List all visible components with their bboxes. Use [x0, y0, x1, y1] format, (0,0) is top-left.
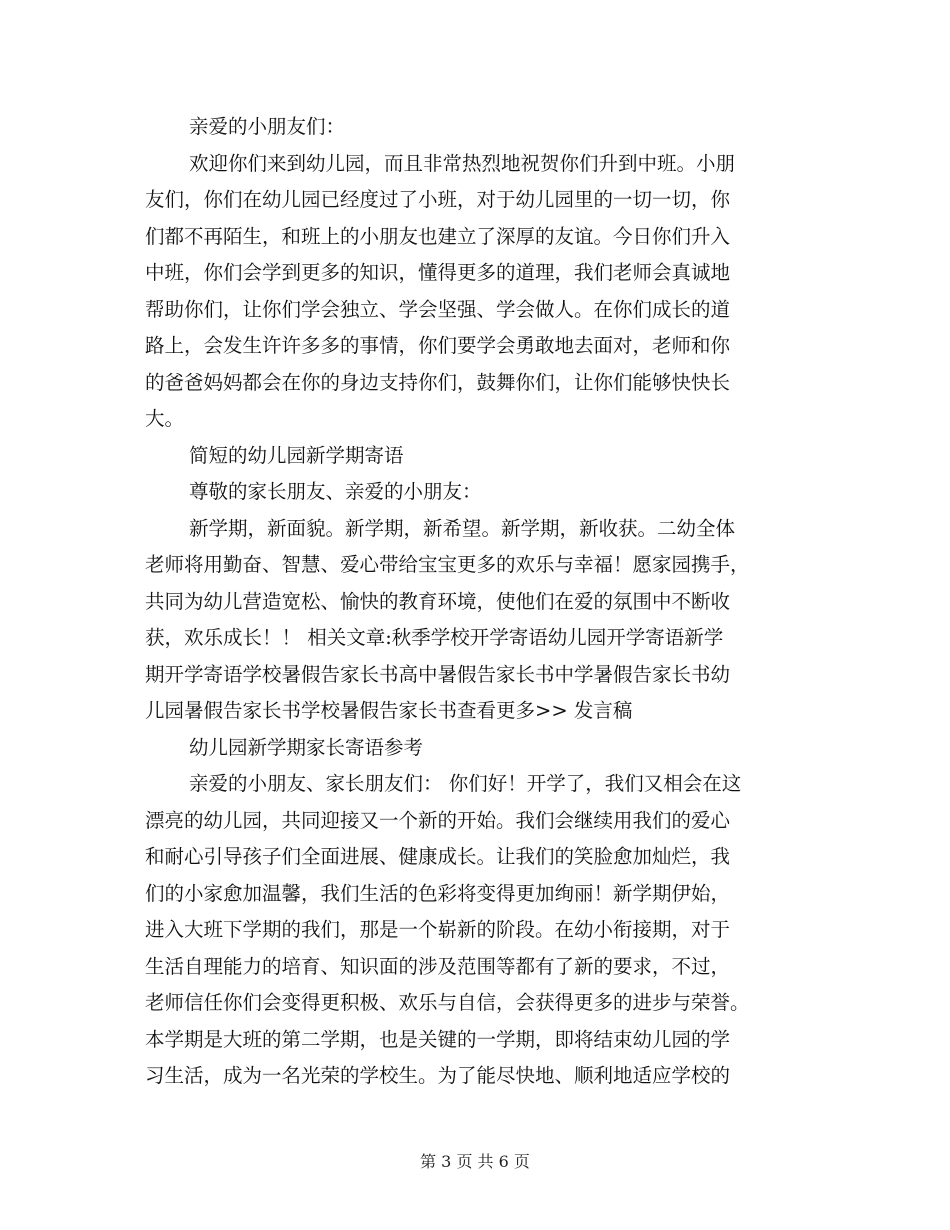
text-line: 帮助你们，让你们学会独立、学会坚强、学会做人。在你们成长的道 [145, 297, 731, 321]
text-line: 亲爱的小朋友、家长朋友们： 你们好！开学了，我们又相会在这 [189, 772, 742, 795]
text-line: 本学期是大班的第二学期，也是关键的一学期，即将结束幼儿园的学 [145, 1027, 731, 1051]
text-line: 和耐心引导孩子们全面进展、健康成长。让我们的笑脸愈加灿烂，我 [145, 845, 731, 868]
text-line: 新学期，新面貌。新学期，新希望。新学期，新收获。二幼全体 [189, 516, 736, 540]
text-line: 生活自理能力的培育、知识面的涉及范围等都有了新的要求，不过， [145, 954, 731, 978]
text-line: 漂亮的幼儿园，共同迎接又一个新的开始。我们会继续用我们的爱心 [145, 808, 731, 832]
text-line: 幼儿园新学期家长寄语参考 [189, 735, 424, 759]
text-line: 大。 [145, 407, 185, 430]
text-line: 获，欢乐成长！！ 相关文章:秋季学校开学寄语幼儿园开学寄语新学 [145, 626, 724, 649]
text-line: 简短的幼儿园新学期寄语 [189, 443, 404, 467]
text-line: 们的小家愈加温馨，我们生活的色彩将变得更加绚丽！新学期伊始， [145, 881, 731, 905]
page-footer: 第 3 页 共 6 页 [420, 1152, 530, 1171]
text-line: 儿园暑假告家长书学校暑假告家长书查看更多>> 发言稿 [145, 699, 633, 722]
document-body [145, 109, 810, 1095]
text-line: 尊敬的家长朋友、亲爱的小朋友： [189, 480, 482, 503]
text-line: 们都不再陌生，和班上的小朋友也建立了深厚的友谊。今日你们升入 [145, 224, 731, 248]
text-line: 进入大班下学期的我们，那是一个崭新的阶段。在幼小衔接期，对于 [145, 918, 731, 941]
text-line: 期开学寄语学校暑假告家长书高中暑假告家长书中学暑假告家长书幼 [145, 662, 731, 686]
text-line: 中班，你们会学到更多的知识，懂得更多的道理，我们老师会真诚地 [145, 261, 731, 284]
text-line: 欢迎你们来到幼儿园，而且非常热烈地祝贺你们升到中班。小朋 [189, 151, 736, 175]
text-line: 老师信任你们会变得更积极、欢乐与自信，会获得更多的进步与荣誉。 [145, 991, 750, 1014]
text-line: 习生活，成为一名光荣的学校生。为了能尽快地、顺利地适应学校的 [145, 1064, 731, 1087]
text-line: 亲爱的小朋友们： [189, 115, 346, 138]
text-line: 友们，你们在幼儿园已经度过了小班，对于幼儿园里的一切一切，你 [145, 188, 731, 211]
text-line: 共同为幼儿营造宽松、愉快的教育环境，使他们在爱的氛围中不断收 [145, 589, 731, 613]
text-lines [145, 109, 810, 1095]
text-line: 老师将用勤奋、智慧、爱心带给宝宝更多的欢乐与幸福！愿家园携手， [145, 553, 750, 576]
text-line: 的爸爸妈妈都会在你的身边支持你们，鼓舞你们，让你们能够快快长 [145, 370, 731, 394]
text-line: 路上，会发生许许多多的事情，你们要学会勇敢地去面对，老师和你 [145, 334, 731, 357]
